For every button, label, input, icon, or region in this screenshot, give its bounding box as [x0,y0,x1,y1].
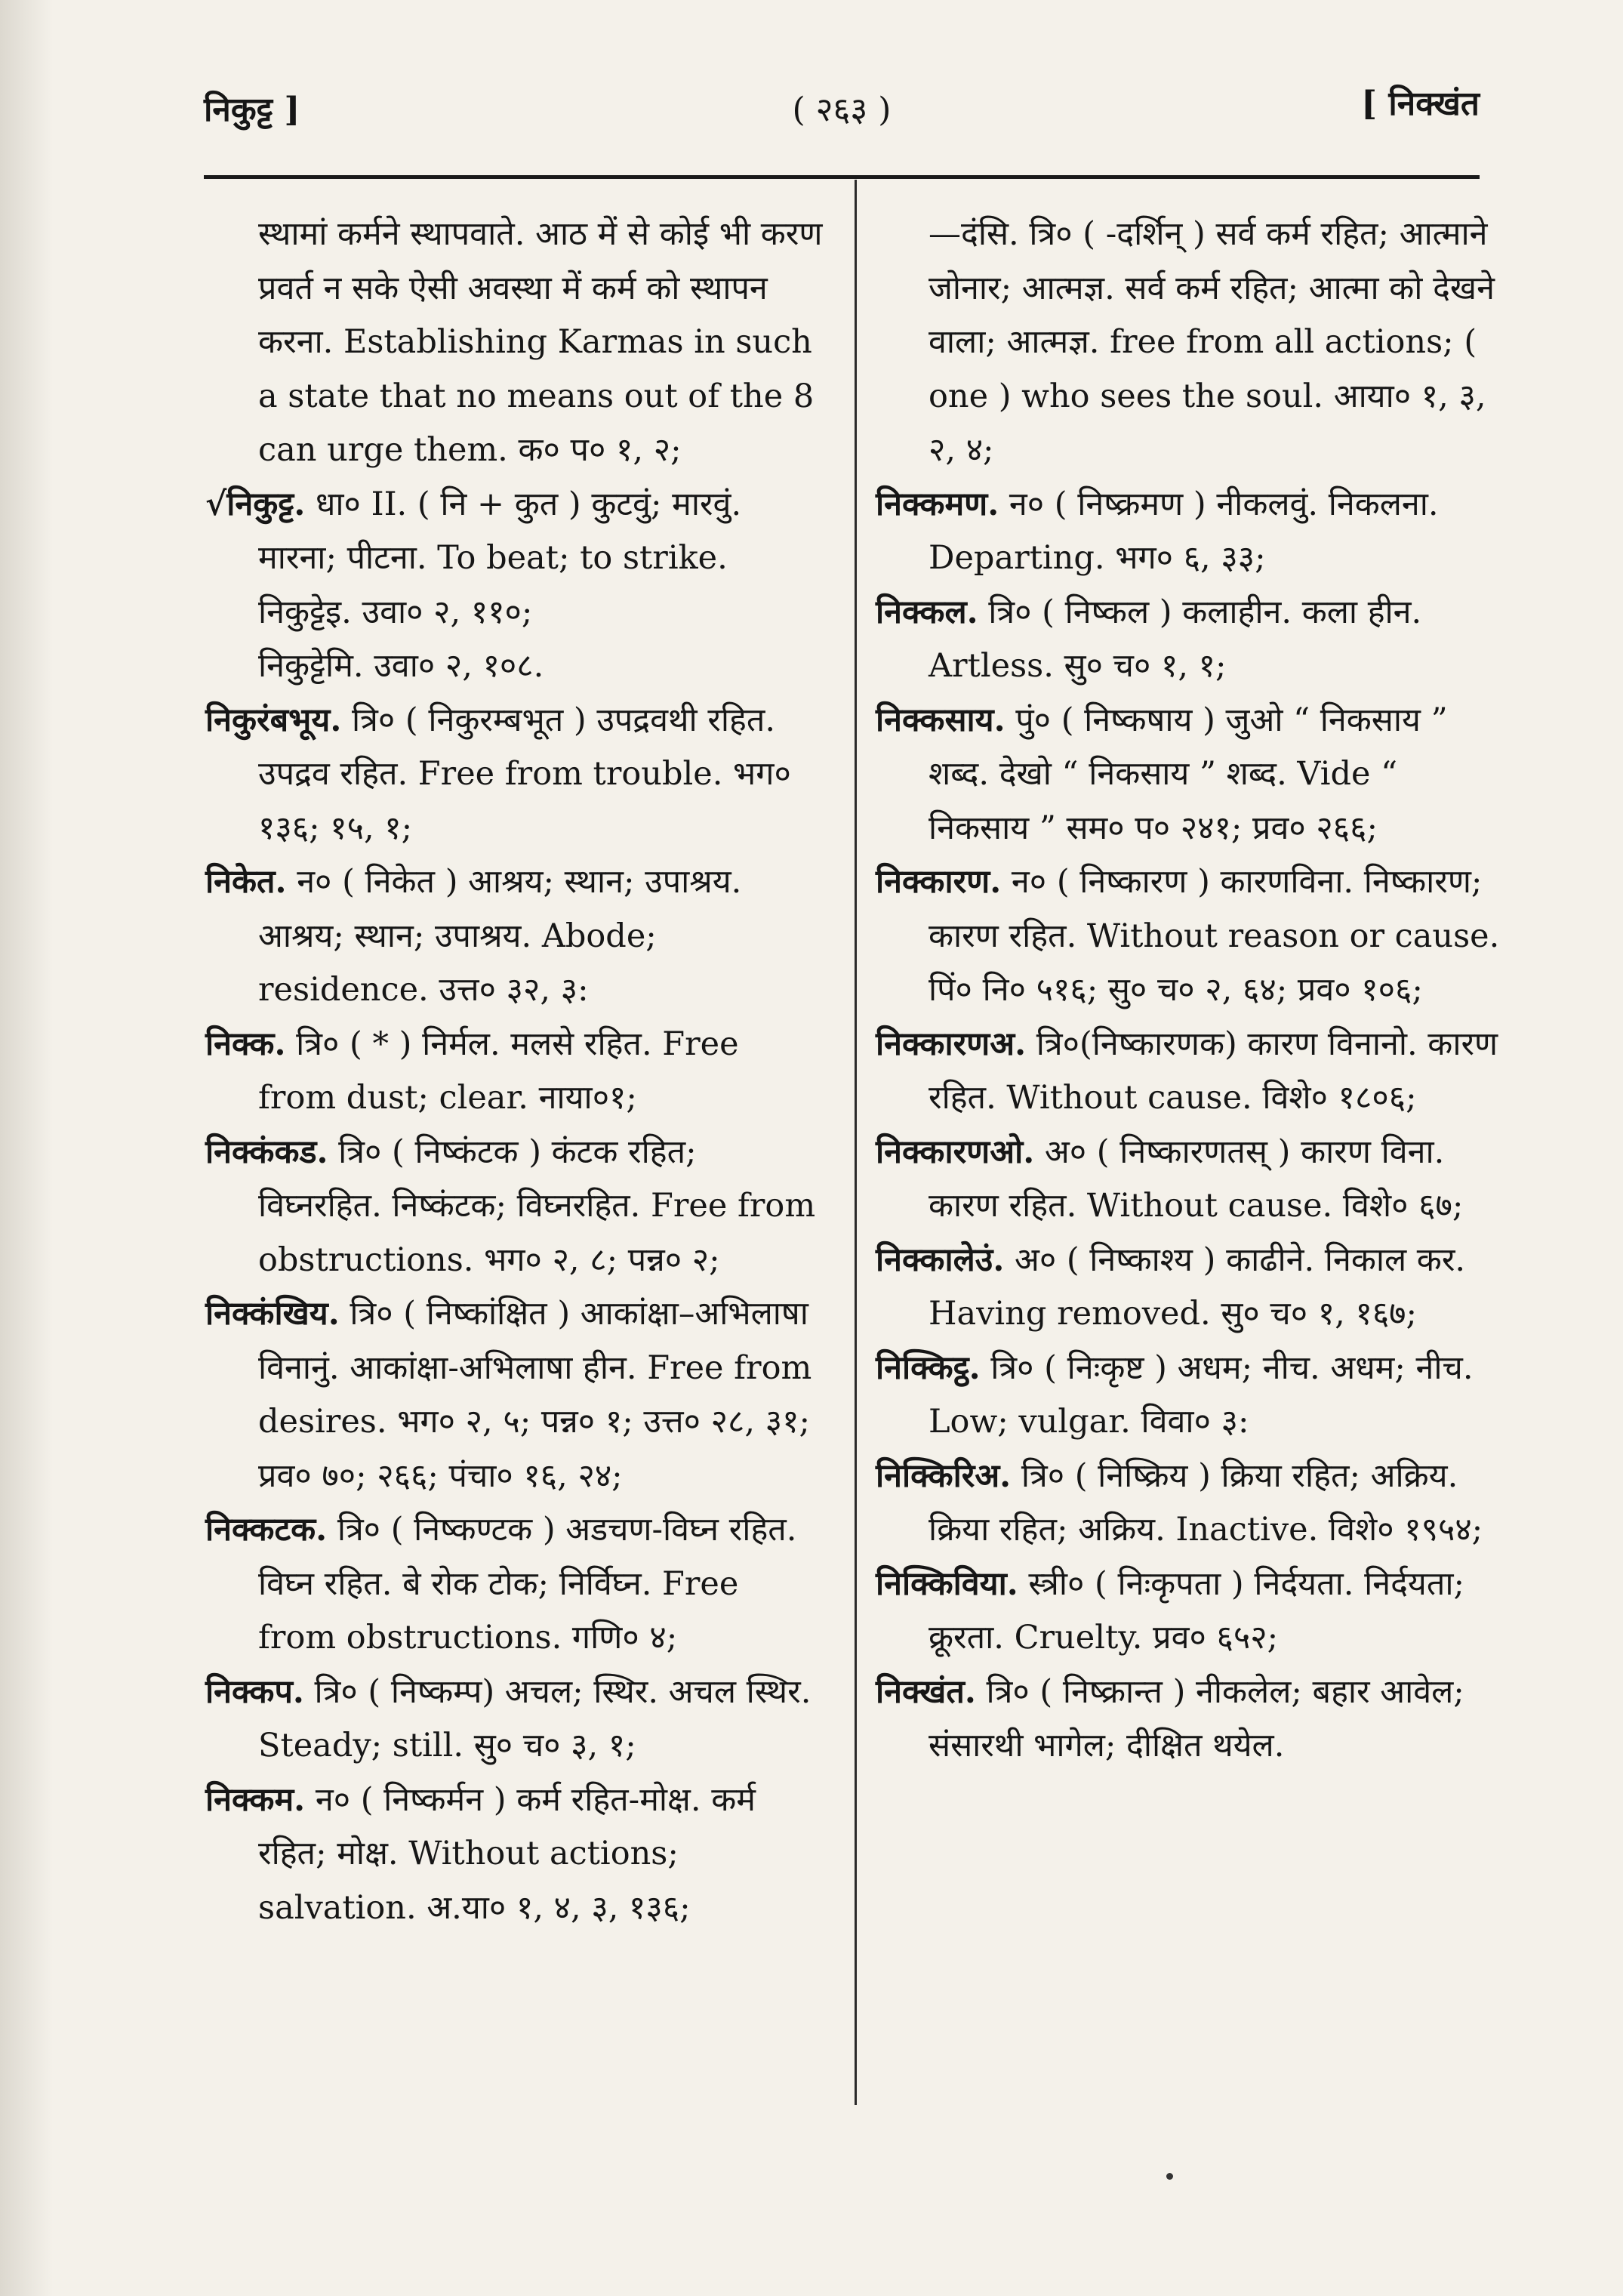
dictionary-entry [876,478,1502,586]
page-edge-shadow [0,0,53,2296]
dictionary-entry [205,855,824,1018]
entry-body: न० ( निष्क्रमण ) नीकलवुं. निकलना. Departing. भग० ६, ३३; [929,485,1439,577]
entry-headword: निकेत. [205,863,287,901]
entry-headword: निक्खंत. [876,1672,976,1711]
dictionary-entry [205,1287,824,1503]
entry-body: त्रि० ( * ) निर्मल. मलसे रहित. Free from dust; clear. नाया०१; [258,1025,739,1117]
dictionary-entry [876,1126,1502,1234]
entry-body: त्रि० ( निष्कण्टक ) अडचण-विघ्न रहित. विघ्न रहित. बे रोक टोक; निर्विघ्न. Free from obstructions. गणि० ४; [258,1511,797,1657]
dictionary-entry [876,586,1502,694]
dictionary-entry [876,1450,1502,1558]
entry-body: त्रि० ( निकुरम्बभूत ) उपद्रवथी रहित. उपद्रव रहित. Free from trouble. भग० १३६; १५, १; [258,701,791,847]
left-continuation: स्थामां कर्मने स्थापवाते. आठ में से कोई भी करण प्रवर्त न सके ऐसी अवस्था में कर्म को स्थापन करना. Establishing Karmas in such a state that no means out of the 8 can urge them. क० प० १, २; [258,215,823,469]
entry-body: त्रि० ( निःकृष्ट ) अधम; नीच. अधम; नीच. Low; vulgar. विवा० ३: [929,1348,1474,1441]
dictionary-entry [205,1126,824,1288]
entry-body: पुं० ( निष्कषाय ) जुओ “ निकसाय ” शब्द. देखो “ निकसाय ” शब्द. Vide “ निकसाय ” सम० प० २४१; प्रव० २६६; [929,701,1448,847]
entry-headword: निक्कसाय. [876,701,1006,739]
page-header [204,72,1480,140]
dictionary-entry [205,1018,824,1126]
header-rule [204,175,1480,179]
entry-body: त्रि०(निष्कारणक) कारण विनानो. कारण रहित. Without cause. विशे० १८०६; [929,1025,1498,1117]
entry-headword: निक्किट्ठ. [876,1348,981,1387]
entry-headword: निक्कंखिय. [205,1295,340,1333]
entry-headword: निक्कमण. [876,485,999,523]
entry-body: त्रि० ( निष्कंटक ) कंटक रहित; विघ्नरहित. निष्कंटक; विघ्नरहित. Free from obstructions. भग० २, ८; पन्न० २; [258,1133,816,1279]
entry-headword: निक्कप. [205,1672,304,1711]
entry-headword: निक्कारणओ. [876,1133,1035,1171]
dictionary-entry [205,478,824,694]
entry-headword: निकुरंबभूय. [205,701,342,739]
entry-body: अ० ( निष्काश्य ) काढीने. निकाल कर. Having removed. सु० च० १, १६७; [929,1240,1466,1333]
entry-headword: निक्किविया. [876,1564,1018,1603]
dictionary-entry [876,1234,1502,1342]
entry-headword: निक्कम. [205,1780,306,1819]
dictionary-entry [205,1774,824,1936]
entry-body: न० ( निष्कारण ) कारणविना. निष्कारण; कारण रहित. Without reason or cause. पिं० नि० ५१६; सु० च० २, ६४; प्रव० १०६; [929,863,1500,1009]
entry-headword: निक्कारण. [876,863,1002,901]
header-right-guideword: [ निक्खंत [1361,85,1480,123]
entry-headword: निक्कंकड. [205,1133,328,1171]
entry-body: त्रि० ( निष्क्रिय ) क्रिया रहित; अक्रिय. क्रिया रहित; अक्रिय. Inactive. विशे० १९५४; [929,1456,1483,1549]
column-divider [855,180,857,2105]
dictionary-entry [876,1558,1502,1666]
entry-body: धा० II. ( नि + कुत ) कुटवुं; मारवुं. मारना; पीटना. To beat; to strike. [258,485,742,577]
dictionary-entry [876,855,1502,1018]
entry-subform: निकुट्टेइ. उवा० २, ११०; [258,593,533,631]
header-left-guideword: निकुट्ट ] [204,91,300,129]
entry-body: स्त्री० ( निःकृपता ) निर्दयता. निर्दयता; क्रूरता. Cruelty. प्रव० ६५२; [929,1564,1465,1657]
entry-headword: निक्कटक. [205,1511,328,1549]
entry-headword: निक्क. [205,1025,286,1063]
dictionary-entry [205,694,824,856]
right-continuation: —दंसि. त्रि० ( -दर्शिन् ) सर्व कर्म रहित; आत्माने जोनार; आत्मज्ञ. सर्व कर्म रहित; आत्मा को देखने वाला; आत्मज्ञ. free from all actions; ( one ) who sees the soul. आया० १, ३, २, ४; [929,215,1495,469]
dictionary-entry [876,1342,1502,1450]
ink-speck [1166,2173,1173,2180]
entry-body: त्रि० ( निष्क्रान्त ) नीकलेल; बहार आवेल; संसारथी भागेल; दीक्षित थयेल. [929,1672,1464,1764]
entry-headword: निक्किरिअ. [876,1456,1012,1495]
dictionary-entry [876,694,1502,856]
entry-subform: निकुट्टेमि. उवा० २, १०८. [258,647,544,685]
entry-body: न० ( निकेत ) आश्रय; स्थान; उपाश्रय. आश्रय; स्थान; उपाश्रय. Abode; residence. उत्त० ३२, ३: [258,863,742,1009]
entry-headword: √निकुट्ट. [205,485,306,523]
entry-body: त्रि० ( निष्कांक्षित ) आकांक्षा–अभिलाषा विनानुं. आकांक्षा-अभिलाषा हीन. Free from desires. भग० २, ५; पन्न० १; उत्त० २८, ३१; प्रव० ७०; २६६; पंचा० १६, २४; [258,1295,812,1495]
entry-body: अ० ( निष्कारणतस् ) कारण विना. कारण रहित. Without cause. विशे० ६७; [929,1133,1464,1225]
dictionary-entry [876,1018,1502,1126]
entry-body: त्रि० ( निष्कम्प) अचल; स्थिर. अचल स्थिर. Steady; still. सु० च० ३, १; [258,1672,812,1764]
entry-body: न० ( निष्कर्मन ) कर्म रहित-मोक्ष. कर्म रहित; मोक्ष. Without actions; salvation. अ.या० १, ४, ३, १३६; [258,1780,756,1927]
dictionary-entry [205,1503,824,1666]
entry-headword: निक्कल. [876,593,978,631]
entry-body: त्रि० ( निष्कल ) कलाहीन. कला हीन. Artless. सु० च० १, १; [929,593,1422,685]
page-number: ( २६३ ) [792,91,892,129]
entry-headword: निक्कारणअ. [876,1025,1027,1063]
dictionary-entry [205,1666,824,1774]
dictionary-entry [876,1666,1502,1774]
right-column [876,208,1502,1774]
left-column [205,208,824,1935]
entry-headword: निक्कालेउं. [876,1240,1005,1279]
